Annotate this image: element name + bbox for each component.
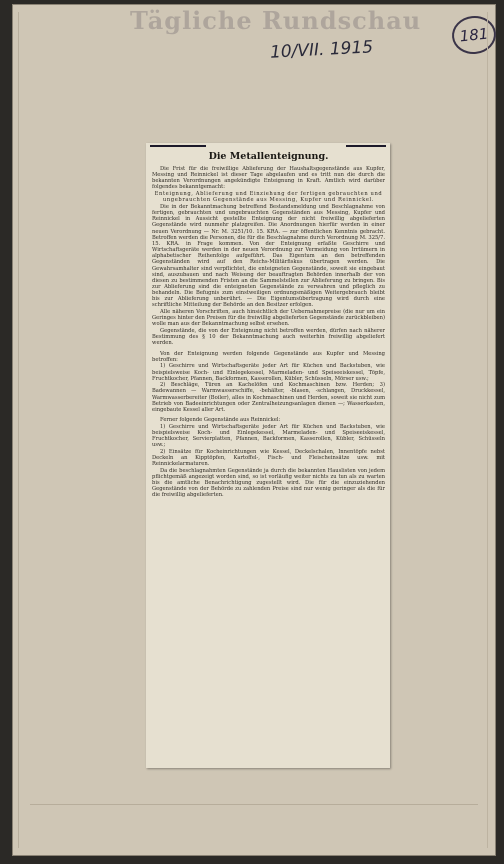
article-paragraph: Die in der Bekanntmachung betreffend Bestandsmeldung und Beschlagnahme von fertigen, gebrauchten und ungebrauchten Gegenständen aus Messing, Kupfer und Reinnickel in Aussicht gestellte Enteignung der nicht freiwillig abgelieferten Gegenstände wird nunmehr platzgreifen. Die Anordnungen hierfür werden in einer neuen Verordnung — Nr. M. 3251/10. 15. KRA. — zur öffentlichen Kenntnis gebracht. Betroffen werden die Personen, die für die Beschlagnahme durch Verordnung M. 325/7. 15. KRA. in Frage kommen. Von der Enteignung erfaßte Geschirre und Wirtschaftsgeräte werden in der neuen Verordnung zur Vermeidung von Irrtümern in alphabetischer Reihenfolge aufgeführt. Das Eigentum an den betreffenden Gegenständen wird auf den Reichs-Militärfiskus übertragen werden. Die Gewahrsamhalter sind verpflichtet, die enteigneten Gegenstände, soweit sie eingebaut sind, auszubauen und nach Weisung der beauftragten Behörden innerhalb der von diesen zu bestimmenden Fristen an die Sammelstellen zur Ablieferung zu bringen. Bis zur Ablieferung sind die enteigneten Gegenstände zu verwahren und pfleglich zu behandeln. Die Befugnis zum einstweiligen ordnungsmäßigen Weitergebrauch bleibt bis zur Ablieferung unberührt. — Die Eigentumsübertragung wird durch eine schriftliche Mitteilung der Behörde an den Besitzer erfolgen. [152,203,385,309]
folio-number: 181 [450,14,498,56]
handwritten-date: 10/VII. 1915 [269,37,374,63]
header-rule-left [150,145,206,147]
newspaper-masthead: Tägliche Rundschau [130,6,422,35]
article-list-item: 1) Geschirre und Wirtschaftsgeräte jeder Art für Küchen und Backstuben, wie beispielsweise Koch- und Einlegekessel, Marmeladen- und Speiseeiskessel, Fruchtkocher, Servierplatten, Pfannen, Backformen, Kasserollen, Kübler, Schüsseln usw.; [152,423,385,449]
archive-sheet [12,4,496,856]
article-paragraph: Gegenstände, die von der Enteignung nicht betroffen werden, dürfen nach näherer Bestimmung des § 10 der Bekanntmachung auch weiterhin freiwillig abgeliefert werden. [152,328,385,347]
article-paragraph: Die Frist für die freiwillige Ablieferung der Haushaltsgegenstände aus Kupfer, Messing und Reinnickel ist dieser Tage abgelaufen und es tritt nun die durch die bekannten Verordnungen angekündigte Enteignung in Kraft. Amtlich wird darüber folgendes bekanntgemacht: [152,166,385,191]
article-paragraph: Alle näheren Vorschriften, auch hinsichtlich der Uebernahmepreise (die nur um ein Geringes hinter den Preisen für die freiwillig abgelieferten Gegenstände zurückbleiben) wolle man aus der Bekanntmachung selbst ersehen. [152,309,385,328]
article-list-item: 2) Einsätze für Kocheinrichtungen wie Kessel, Deckelschalen, Innentöpfe nebst Deckeln an Kipptöpfen, Kartoffel-, Fisch- und Fleischeinsätze usw. mit Reinnickelarmaturen. [152,448,385,468]
article-list-item: 2) Beschläge, Türen an Kachelöfen und Kochmaschinen bzw. Herden; 3) Badewannen — Warmwasserschiffe, -behälter, -blasen, -schlangen, Druckkessel, Warmwasserbereiter (Boiler), alles in Kochmaschinen und Herden, soweit sie nicht zum Betrieb von Badeeinrichtungen oder Zentralheizungsanlagen dienen —; Wasserkasten, eingebaute Kessel aller Art. [152,382,385,413]
sheet-fold-line [30,804,478,805]
article-paragraph: Da die beschlagnahmten Gegenstände ja durch die bekannten Hauslisten von jedem pflichtgemäß angezeigt worden sind, so ist vorläufig weiter nichts zu tun als zu warten bis die amtliche Benachrichtigung zugestellt wird. Die für die einzuziehenden Gegenstände von der Behörde zu zahlenden Preise sind nur wenig geringer als die für die freiwillig abgelieferten. [152,467,385,499]
header-rule-right [346,145,386,147]
article-title: Die Metallenteignung. [208,151,329,162]
article-subheading: Enteignung, Ablieferung und Einziehung der fertigen gebrauchten und ungebrauchten Gegenstände aus Messing, Kupfer und Reinnickel. [154,191,383,204]
article-paragraph: Von der Enteignung werden folgende Gegenstände aus Kupfer und Messing betroffen: [152,350,385,363]
article-paragraph: Ferner folgende Gegenstände aus Reinnickel: [160,417,281,424]
newspaper-clipping [146,143,390,768]
article-list-item: 1) Geschirre und Wirtschaftsgeräte jeder Art für Küchen und Backstuben, wie beispielsweise Koch- und Einlegekessel, Marmeladen- und Speiseeiskessel, Töpfe, Fruchtkocher, Pfannen, Backformen, Kasserollen, Kübler, Schüsseln, Mörser usw.; [152,363,385,382]
